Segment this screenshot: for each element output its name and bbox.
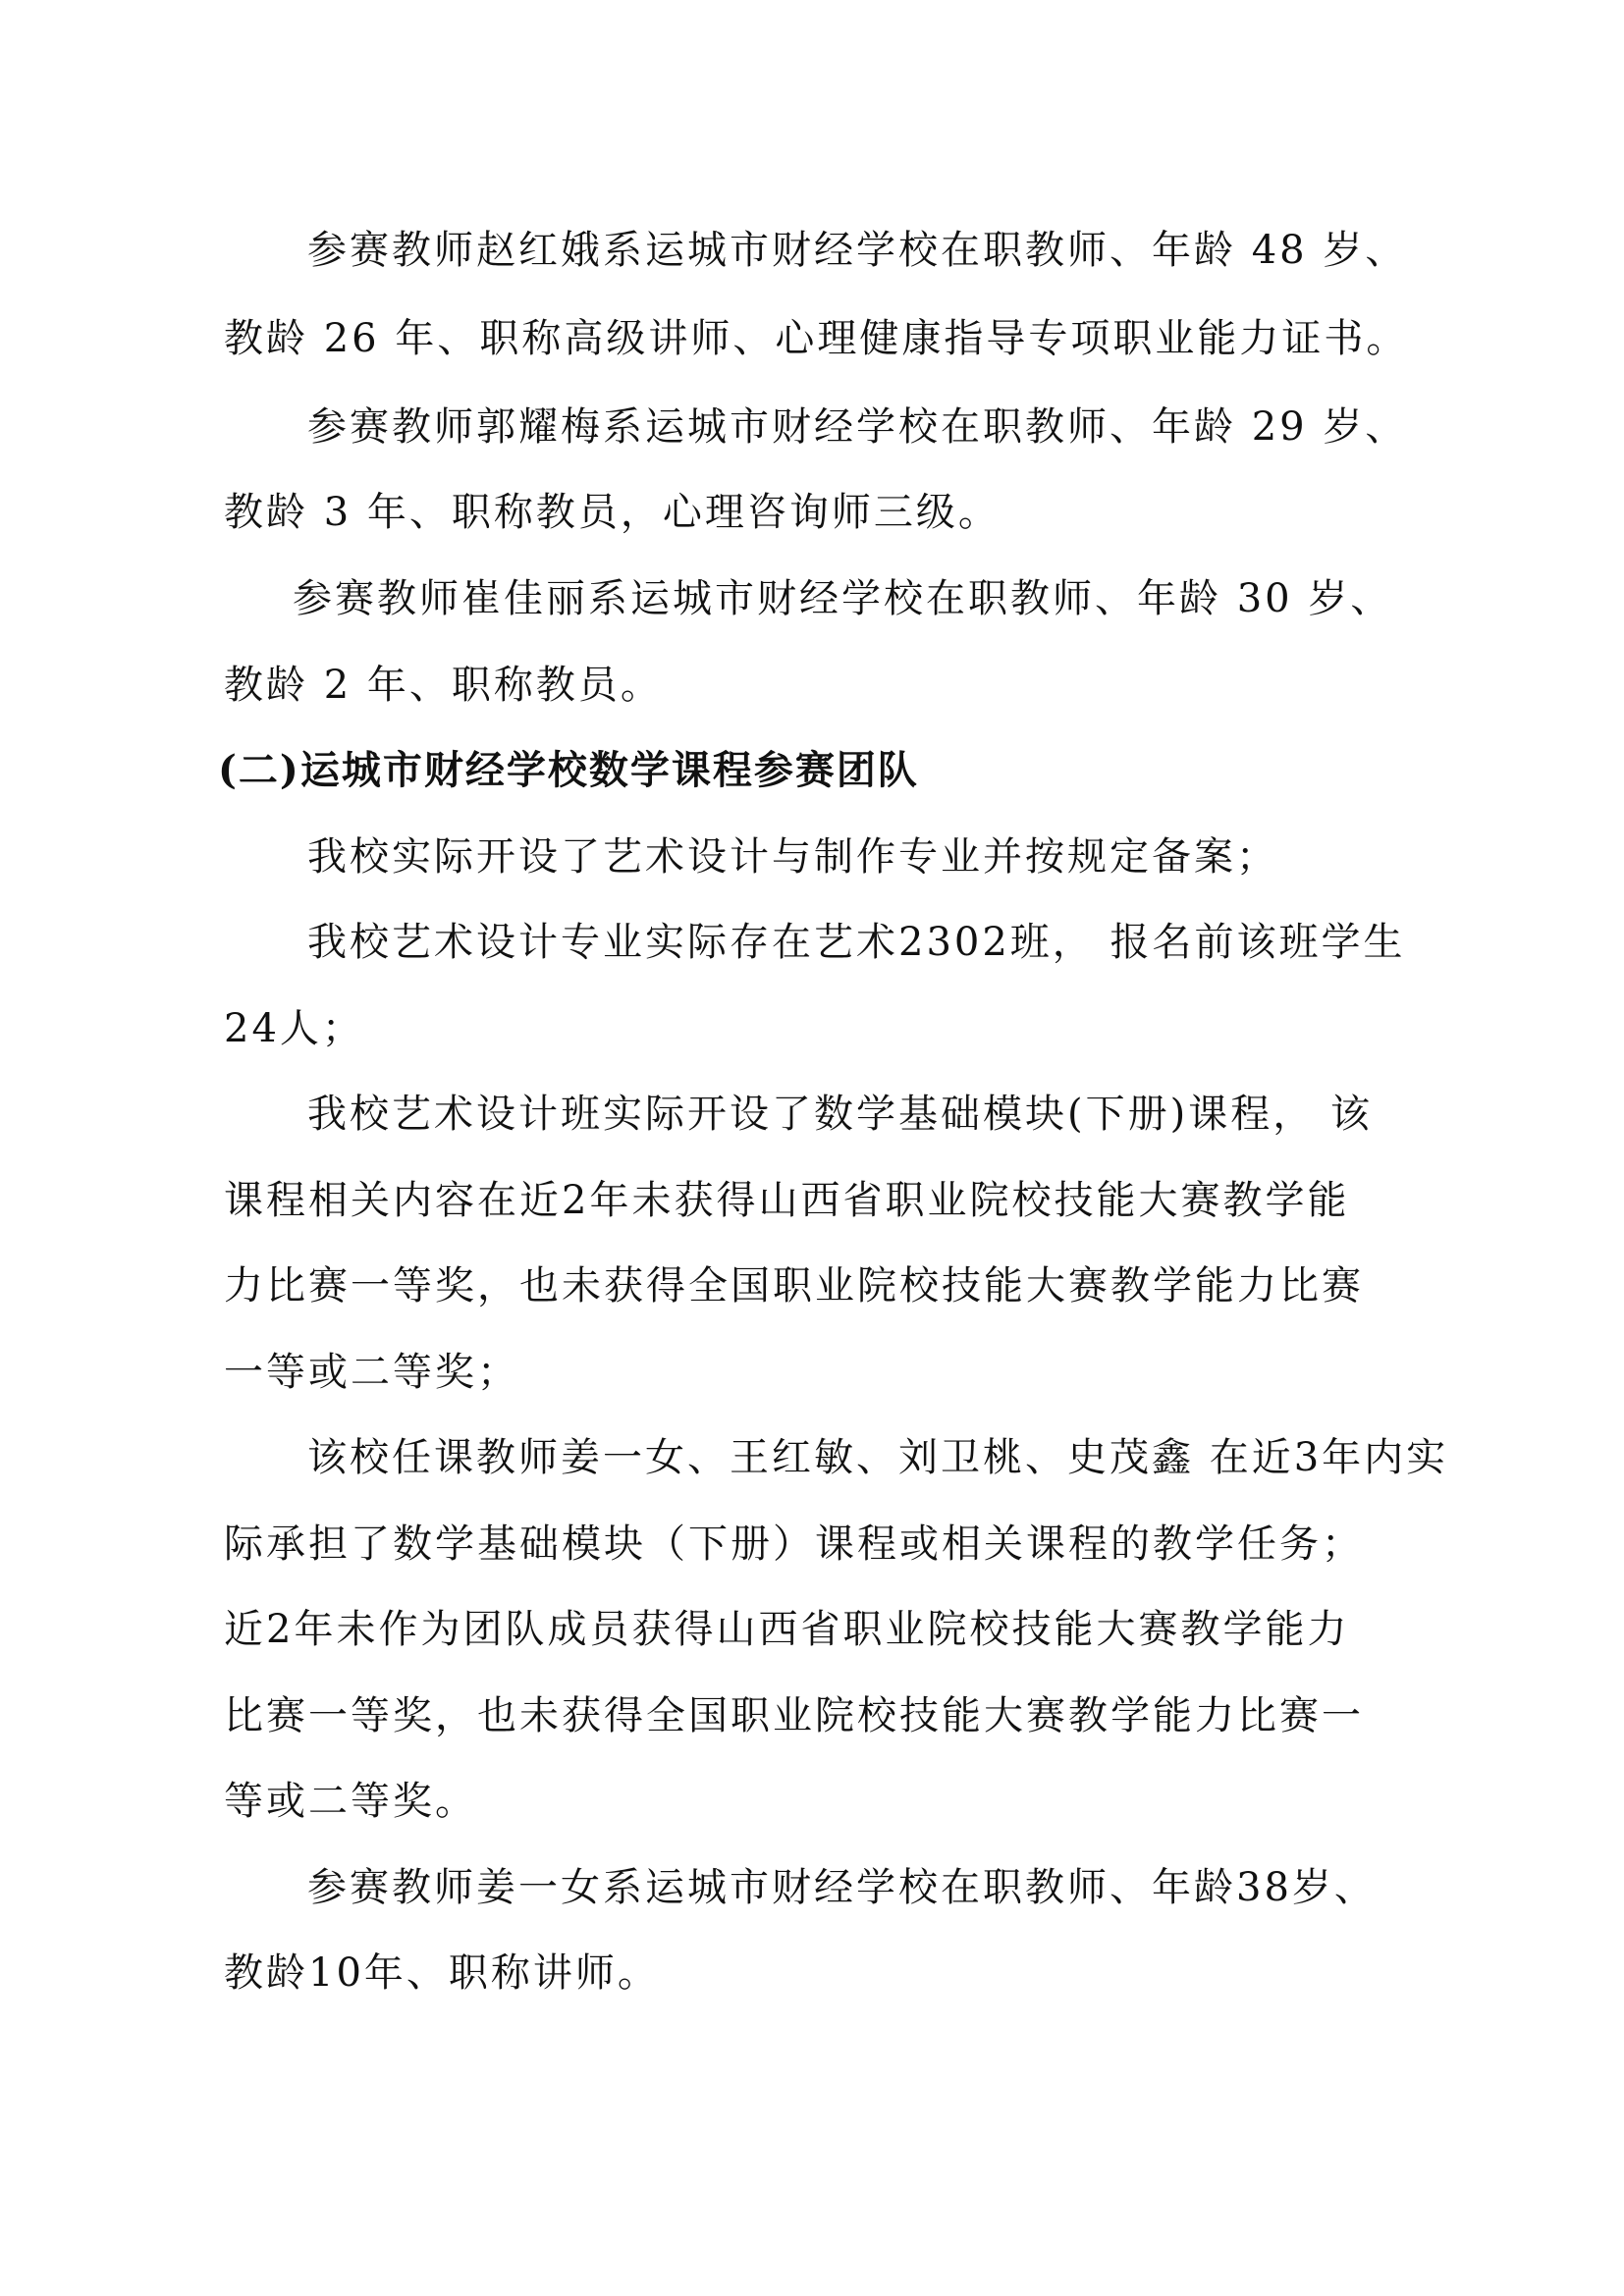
paragraph-line: 教龄 26 年、职称高级讲师、心理健康指导专项职业能力证书。 (224, 316, 1409, 361)
paragraph-line: 参赛教师郭耀梅系运城市财经学校在职教师、年龄 29 岁、 (307, 404, 1408, 450)
paragraph-line: 际承担了数学基础模块（下册）课程或相关课程的教学任务； (224, 1522, 1364, 1567)
paragraph-line: 等或二等奖。 (224, 1779, 477, 1824)
paragraph-line: 参赛教师崔佳丽系运城市财经学校在职教师、年龄 30 岁、 (293, 576, 1393, 621)
paragraph-line: 我校实际开设了艺术设计与制作专业并按规定备案； (307, 834, 1278, 880)
section-heading: (二)运城市财经学校数学课程参赛团队 (218, 747, 919, 793)
paragraph-line: 24人； (224, 1006, 364, 1051)
paragraph-line: 教龄 3 年、职称教员，心理咨询师三级。 (224, 490, 1001, 535)
paragraph-line: 教龄10年、职称讲师。 (224, 1950, 660, 1996)
paragraph-line: 比赛一等奖，也未获得全国职业院校技能大赛教学能力比赛一 (224, 1693, 1364, 1738)
paragraph-line: 力比赛一等奖，也未获得全国职业院校技能大赛教学能力比赛 (224, 1263, 1364, 1308)
paragraph-line: 参赛教师姜一女系运城市财经学校在职教师、年龄38岁、 (307, 1865, 1377, 1910)
paragraph-line: 教龄 2 年、职称教员。 (224, 663, 663, 708)
paragraph-line: 我校艺术设计专业实际存在艺术2302班， 报名前该班学生 (307, 920, 1406, 965)
paragraph-line: 参赛教师赵红娥系运城市财经学校在职教师、年龄 48 岁、 (307, 228, 1408, 273)
paragraph-line: 课程相关内容在近2年未获得山西省职业院校技能大赛教学能 (224, 1178, 1350, 1223)
paragraph-line: 我校艺术设计班实际开设了数学基础模块(下册)课程， 该 (307, 1092, 1373, 1137)
paragraph-line: 该校任课教师姜一女、王红敏、刘卫桃、史茂鑫 在近3年内实 (307, 1435, 1449, 1480)
paragraph-line: 一等或二等奖； (224, 1350, 519, 1395)
paragraph-line: 近2年未作为团队成员获得山西省职业院校技能大赛教学能力 (224, 1607, 1350, 1652)
